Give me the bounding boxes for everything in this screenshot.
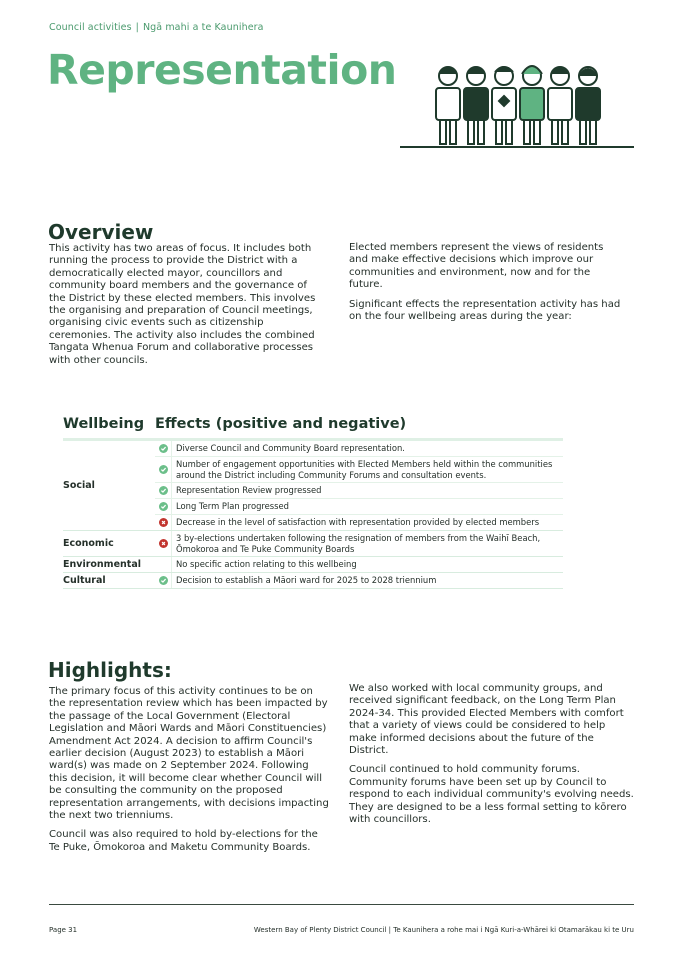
page-title: Representation <box>47 46 397 94</box>
person-icon <box>576 67 600 144</box>
overview-paragraph: Significant effects the representation activity has had on the four wellbeing areas during the year: <box>349 298 621 323</box>
person-icon <box>520 66 544 144</box>
effect-text: Number of engagement opportunities with Elected Members held within the communities around the District including Community Forums and consultation events. <box>176 458 553 480</box>
elected-members-illustration-icon <box>398 52 636 152</box>
highlights-paragraph: The primary focus of this activity continues to be on the representation review which has been impacted by the passage of the Local Government (Electoral Legislation and Māori Wards and Māori Constituencies) Amendment Act 2024. A decision to affirm Council's earlier decision (August 2023) to establish a Māori ward(s) was made on 2 September 2024. Following this decision, it will become clear whether Council will be consulting the community on the proposed representation arrangements, with decisions impacting the next two trienniums. <box>49 686 329 822</box>
person-icon <box>492 67 516 144</box>
table-row <box>155 573 563 588</box>
table-group-social <box>63 438 563 531</box>
highlights-paragraph: We also worked with local community groups, and received significant feedback, on the Long Term Plan 2024-34. This provided Elected Members with comfort that a variety of views could be considered to help make informed decisions about the future of the District. <box>349 683 624 757</box>
breadcrumb-separator: | <box>135 22 139 33</box>
table-row <box>155 483 563 499</box>
positive-check-icon <box>159 444 168 453</box>
overview-paragraph: This activity has two areas of focus. It includes both running the process to provide the District with a democratically elected mayor, councillors and community board members and the governance of the District by these elected members. This involves the organising and preparation of Council meetings, organising civic events such as citizenship ceremonies. The activity also includes the combined Tangata Whenua Forum and collaborative processes with other councils. <box>49 243 316 366</box>
highlights-paragraph: Council was also required to hold by-elections for the Te Puke, Ōmokoroa and Maketu Community Boards. <box>49 829 318 853</box>
table-row <box>155 441 563 457</box>
table-group-environmental <box>63 557 563 573</box>
positive-check-icon <box>159 486 168 495</box>
table-group-cultural <box>63 573 563 589</box>
person-icon <box>436 67 460 144</box>
wellbeing-label: Cultural <box>63 575 106 587</box>
negative-cross-icon <box>159 539 168 548</box>
positive-check-icon <box>159 502 168 511</box>
highlights-right-column <box>349 683 634 833</box>
wellbeing-effects-table <box>63 410 563 589</box>
negative-cross-icon <box>159 518 168 527</box>
positive-check-icon <box>159 576 168 585</box>
footer-divider <box>49 904 634 905</box>
column-header-wellbeing: Wellbeing <box>63 416 145 432</box>
effect-text: 3 by-elections undertaken following the resignation of members from the Waihī Beach, Ōmokoroa and Te Puke Community Boards <box>176 532 541 554</box>
breadcrumb <box>49 22 264 33</box>
overview-left-column <box>49 243 321 374</box>
table-row <box>155 515 563 530</box>
wellbeing-label: Economic <box>63 538 114 550</box>
table-row <box>155 457 563 484</box>
table-header <box>63 410 563 438</box>
overview-paragraph: Elected members represent the views of residents and make effective decisions which improve our communities and environment, now and for the future. <box>349 242 604 291</box>
effect-text: Decision to establish a Māori ward for 2025 to 2028 triennium <box>176 575 437 586</box>
breadcrumb-english: Council activities <box>49 22 132 33</box>
person-icon <box>464 67 488 144</box>
highlights-left-column <box>49 686 329 861</box>
effect-text: Long Term Plan progressed <box>176 501 289 512</box>
wellbeing-label: Social <box>63 479 95 491</box>
column-header-effects: Effects (positive and negative) <box>155 416 407 432</box>
effect-text: No specific action relating to this wellbeing <box>176 559 357 570</box>
table-row <box>155 499 563 515</box>
table-row <box>155 557 563 572</box>
effect-text: Decrease in the level of satisfaction with representation provided by elected members <box>176 516 540 527</box>
table-row <box>155 531 563 557</box>
positive-check-icon <box>159 465 168 474</box>
table-group-economic <box>63 531 563 558</box>
person-icon <box>548 67 572 144</box>
highlights-paragraph: Council continued to hold community forums. Community forums have been set up by Council to respond to each individual community's evolving needs. They are designed to be a less formal setting to kōrero with councillors. <box>349 764 634 826</box>
overview-right-column <box>349 242 621 330</box>
effect-text: Diverse Council and Community Board representation. <box>176 443 405 453</box>
page-number: Page 31 <box>49 926 78 934</box>
breadcrumb-maori: Ngā mahi a te Kaunihera <box>142 22 264 33</box>
highlights-heading: Highlights: <box>48 658 172 682</box>
effect-text: Representation Review progressed <box>176 485 322 496</box>
publication-name: Western Bay of Plenty District Council | Te Kaunihera a rohe mai i Ngā Kuri-a-Whārei ki Otamarākau ki te Uru <box>253 926 634 934</box>
overview-heading: Overview <box>48 220 154 244</box>
wellbeing-label: Environmental <box>63 559 141 571</box>
